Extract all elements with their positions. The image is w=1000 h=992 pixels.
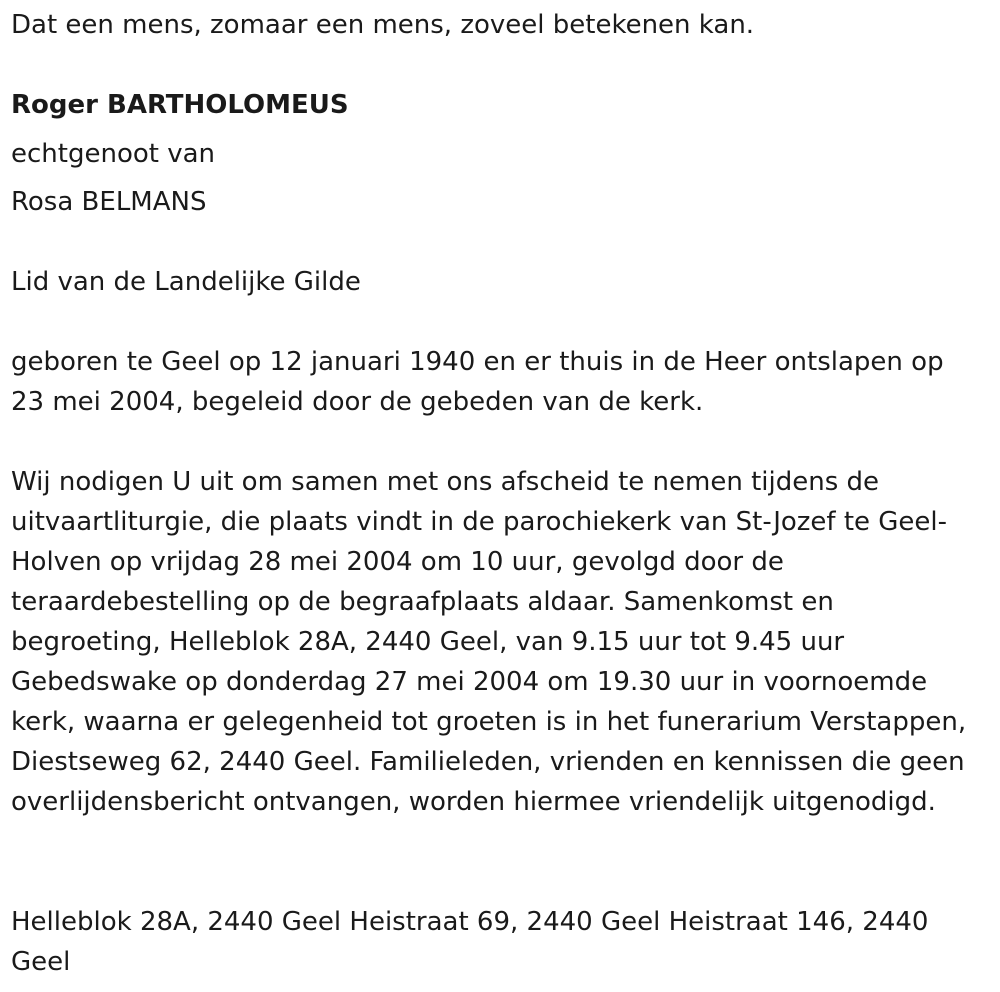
relation-text: echtgenoot van	[11, 139, 216, 169]
motto-text: Dat een mens, zomaar een mens, zoveel betekenen kan.	[11, 10, 755, 40]
membership-text: Lid van de Landelijke Gilde	[11, 267, 361, 297]
birth-death-paragraph: geboren te Geel op 12 januari 1940 en er thuis in de Heer ontslapen op 23 mei 2004, begeleid door de gebeden van de kerk.	[11, 347, 944, 417]
invitation-paragraph: Wij nodigen U uit om samen met ons afscheid te nemen tijdens de uitvaartliturgie, die plaats vindt in de parochiekerk van St-Jozef te Geel-Holven op vrijdag 28 mei 2004 om 10 uur, gevolgd door de teraardebestelling op de begraafplaats aldaar. Samenkomst en begroeting, Helleblok 28A, 2440 Geel, van 9.15 uur tot 9.45 uur Gebedswake op donderdag 27 mei 2004 om 19.30 uur in voornoemde kerk, waarna er gelegenheid tot groeten is in het funerarium Verstappen, Diestseweg 62, 2440 Geel. Familieleden, vrienden en kennissen die geen overlijdensbericht ontvangen, worden hiermee vriendelijk uitgenodigd.	[11, 467, 967, 817]
addresses-paragraph: Helleblok 28A, 2440 Geel Heistraat 69, 2440 Geel Heistraat 146, 2440 Geel	[11, 907, 929, 977]
spouse-name: Rosa BELMANS	[11, 187, 207, 217]
deceased-name: Roger BARTHOLOMEUS	[11, 90, 349, 120]
